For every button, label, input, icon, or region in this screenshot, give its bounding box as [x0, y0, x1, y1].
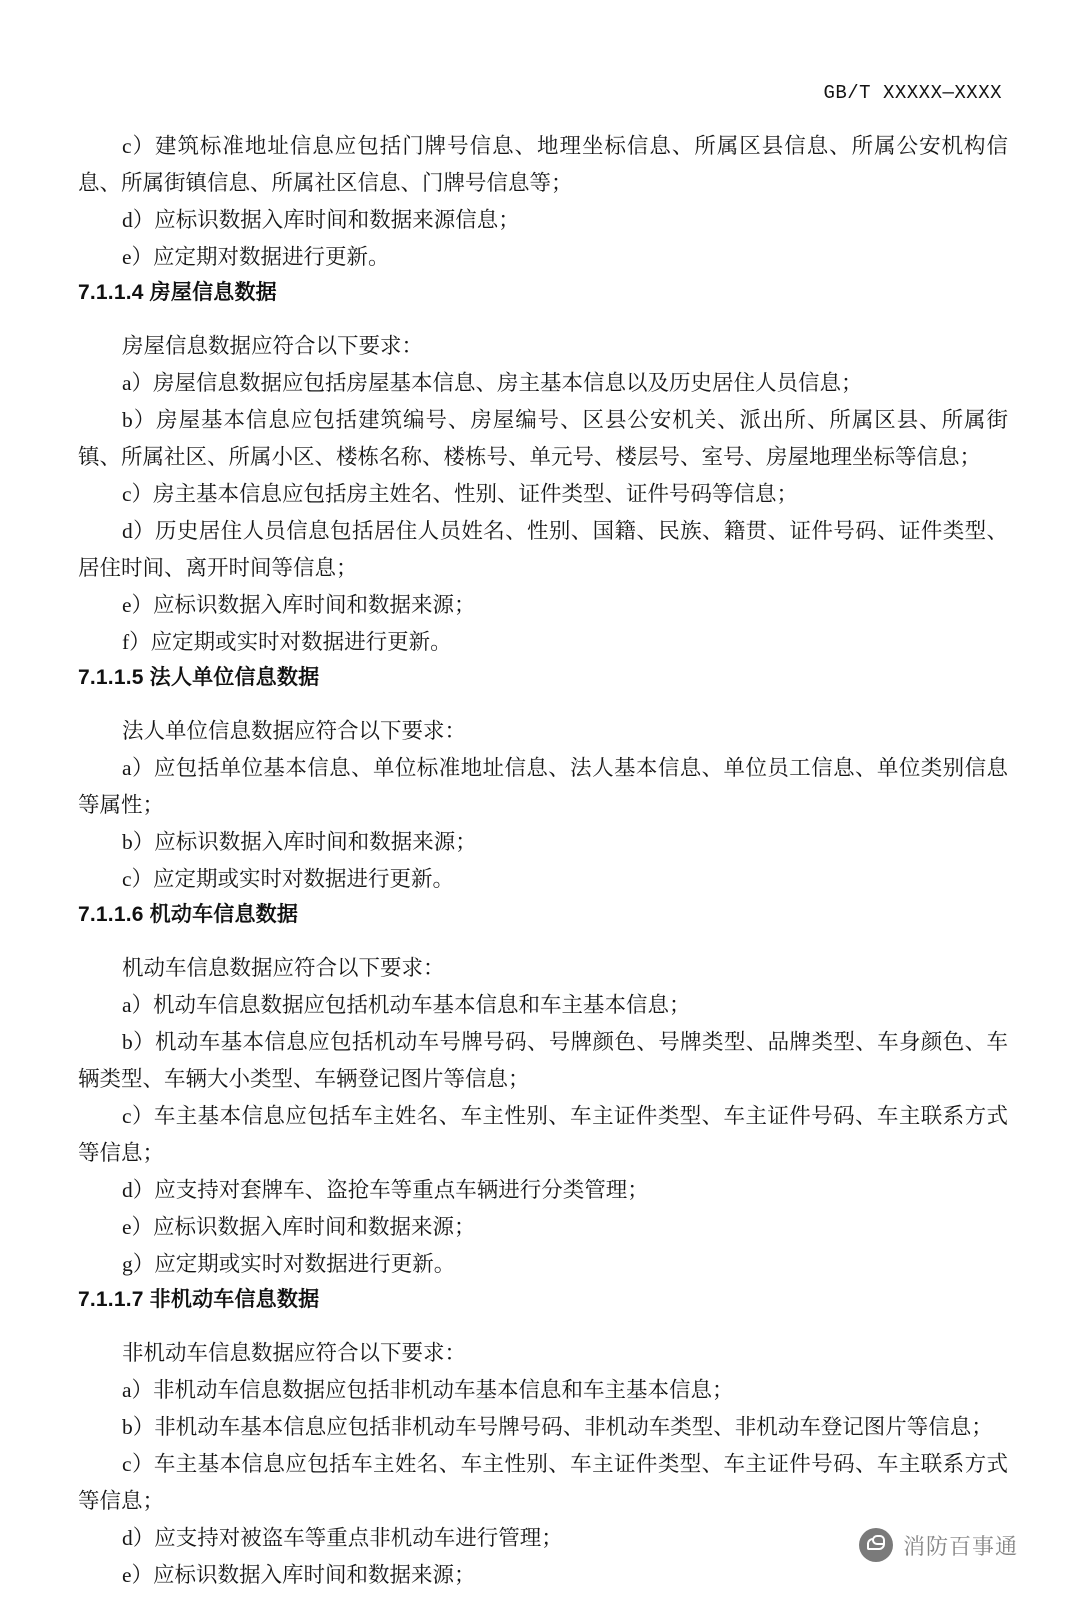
- document-body: [78, 128, 1008, 1594]
- watermark: [859, 1528, 1018, 1562]
- list-item: e）应标识数据入库时间和数据来源；: [122, 593, 476, 617]
- list-item: b）应标识数据入库时间和数据来源；: [122, 830, 477, 854]
- list-item: g）应定期或实时对数据进行更新。: [122, 1252, 456, 1276]
- section-heading-7-1-1-7: [78, 1283, 1008, 1317]
- section-title: 机动车信息数据: [149, 903, 299, 926]
- list-item: d）历史居住人员信息包括居住人员姓名、性别、国籍、民族、籍贯、证件号码、证件类型、居住时间、离开时间等信息；: [78, 519, 1008, 580]
- list-item: c）房主基本信息应包括房主姓名、性别、证件类型、证件号码等信息；: [122, 482, 799, 506]
- list-item: d）应标识数据入库时间和数据来源信息；: [122, 208, 520, 232]
- watermark-label: 消防百事通: [902, 1533, 1018, 1559]
- list-item: a）机动车信息数据应包括机动车基本信息和车主基本信息；: [122, 993, 691, 1017]
- list-item: c）车主基本信息应包括车主姓名、车主性别、车主证件类型、车主证件号码、车主联系方式等信息；: [78, 1104, 1008, 1165]
- section-lead: 法人单位信息数据应符合以下要求：: [122, 719, 467, 743]
- list-item: f）应定期或实时对数据进行更新。: [122, 630, 452, 654]
- list-item: e）应定期对数据进行更新。: [122, 245, 390, 269]
- list-item: c）车主基本信息应包括车主姓名、车主性别、车主证件类型、车主证件号码、车主联系方式等信息；: [78, 1452, 1008, 1513]
- list-item: e）应标识数据入库时间和数据来源；: [122, 1215, 476, 1239]
- section-lead: 房屋信息数据应符合以下要求：: [122, 334, 424, 358]
- section-lead: 机动车信息数据应符合以下要求：: [122, 956, 445, 980]
- list-item: b）房屋基本信息应包括建筑编号、房屋编号、区县公安机关、派出所、所属区县、所属街镇、所属社区、所属小区、楼栋名称、楼栋号、单元号、楼层号、室号、房屋地理坐标等信息；: [78, 408, 1008, 469]
- list-item: e）应标识数据入库时间和数据来源；: [122, 1563, 476, 1587]
- section-title: 房屋信息数据: [149, 281, 277, 304]
- list-item: a）非机动车信息数据应包括非机动车基本信息和车主基本信息；: [122, 1378, 734, 1402]
- list-item: c）建筑标准地址信息应包括门牌号信息、地理坐标信息、所属区县信息、所属公安机构信息、所属街镇信息、所属社区信息、门牌号信息等；: [78, 134, 1008, 195]
- list-item: d）应支持对被盗车等重点非机动车进行管理；: [122, 1526, 563, 1550]
- list-item: a）房屋信息数据应包括房屋基本信息、房主基本信息以及历史居住人员信息；: [122, 371, 863, 395]
- section-heading-7-1-1-4: [78, 276, 1008, 310]
- section-number: 7.1.1.6: [78, 903, 144, 926]
- section-heading-7-1-1-6: [78, 898, 1008, 932]
- list-item: b）机动车基本信息应包括机动车号牌号码、号牌颜色、号牌类型、品牌类型、车身颜色、车辆类型、车辆大小类型、车辆登记图片等信息；: [78, 1030, 1008, 1091]
- section-title: 非机动车信息数据: [149, 1288, 320, 1311]
- section-number: 7.1.1.7: [78, 1288, 144, 1311]
- section-heading-7-1-1-5: [78, 661, 1008, 695]
- list-item: d）应支持对套牌车、盗抢车等重点车辆进行分类管理；: [122, 1178, 649, 1202]
- list-item: c）应定期或实时对数据进行更新。: [122, 867, 455, 891]
- section-number: 7.1.1.4: [78, 281, 144, 304]
- list-item: b）非机动车基本信息应包括非机动车号牌号码、非机动车类型、非机动车登记图片等信息；: [122, 1415, 993, 1439]
- page-header-standard-code: GB/T XXXXX—XXXX: [823, 82, 1002, 104]
- section-lead: 非机动车信息数据应符合以下要求：: [122, 1341, 467, 1365]
- section-title: 法人单位信息数据: [149, 666, 320, 689]
- section-number: 7.1.1.5: [78, 666, 144, 689]
- list-item: a）应包括单位基本信息、单位标准地址信息、法人基本信息、单位员工信息、单位类别信息等属性；: [78, 756, 1008, 817]
- wechat-icon: [859, 1528, 893, 1562]
